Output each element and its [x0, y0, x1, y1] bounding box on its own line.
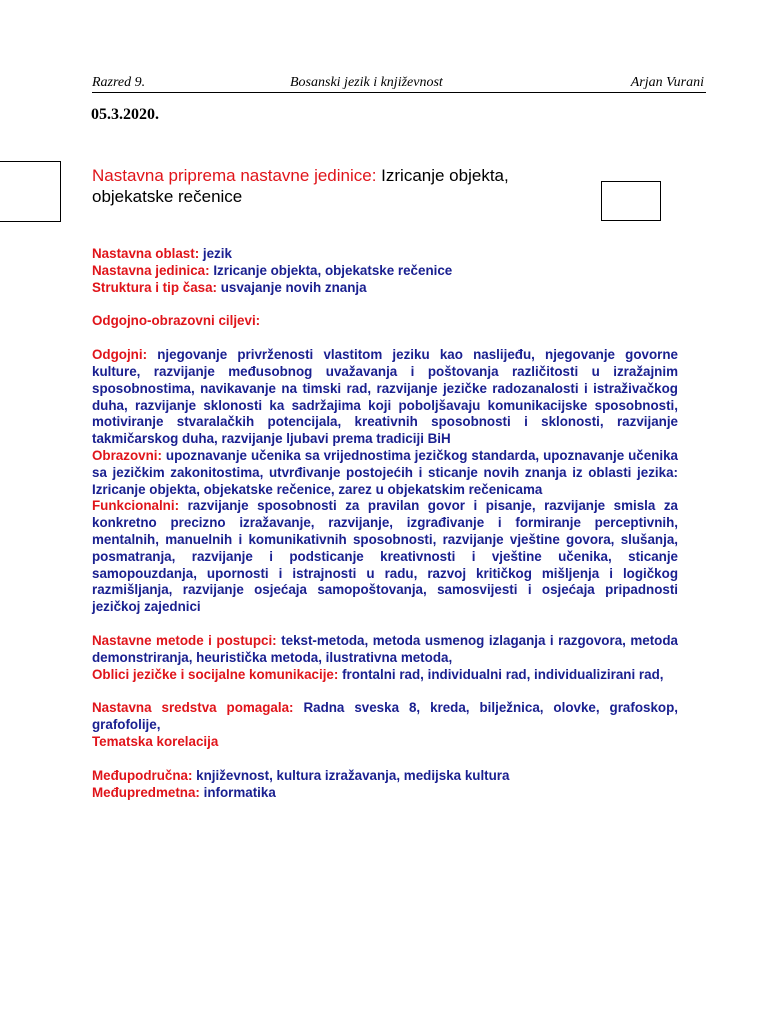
header-subject: Bosanski jezik i književnost	[290, 75, 443, 90]
resources-text: Radna sveska 8, kreda, bilježnica, olovke, grafoskop, grafofolije,	[92, 700, 678, 733]
page-header	[92, 74, 706, 93]
goal-functional	[92, 498, 678, 616]
empty-box-right	[601, 181, 661, 221]
field-area	[92, 246, 678, 263]
field-value: usvajanje novih znanja	[217, 279, 367, 295]
correlation-label: Međupodručna:	[92, 767, 193, 783]
field-label: Struktura i tip časa:	[92, 279, 218, 295]
field-value: jezik	[199, 246, 232, 261]
correlation-cross-subject	[92, 785, 678, 802]
page-title	[92, 165, 562, 207]
goal-label: Funkcionalni:	[92, 498, 180, 514]
forms-label: Oblici jezičke i socijalne komunikacije:	[92, 666, 339, 682]
field-label: Nastavna jedinica:	[92, 262, 210, 278]
goals-heading: Odgojno-obrazovni ciljevi:	[92, 313, 261, 329]
document-date: 05.3.2020.	[91, 106, 159, 123]
correlation-label: Međupredmetna:	[92, 784, 200, 800]
correlation-text: informatika	[199, 784, 276, 800]
goal-learning	[92, 448, 678, 498]
correlation-text: književnost, kultura izražavanja, medijska kultura	[192, 767, 510, 783]
header-class: Razred 9.	[92, 75, 146, 90]
methods-label: Nastavne metode i postupci:	[92, 632, 277, 648]
goal-label: Odgojni:	[92, 347, 148, 363]
goal-educational	[92, 347, 678, 448]
communication-forms	[92, 667, 678, 684]
forms-text: frontalni rad, individualni rad, individualizirani rad,	[338, 666, 664, 682]
header-author: Arjan Vurani	[630, 75, 704, 90]
teaching-resources	[92, 700, 678, 734]
methods-text: tekst-metoda, metoda usmenog izlaganja i razgovora, metoda demonstriranja, heuristička metoda, ilustrativna metoda,	[92, 632, 678, 665]
lesson-content	[92, 246, 678, 801]
correlation-heading: Tematska korelacija	[92, 733, 219, 749]
teaching-methods	[92, 633, 678, 667]
goal-text: razvijanje sposobnosti za pravilan govor i pisanje, razvijanje smisla za konkretno precizno izražavanje, razvijanje, izgrađivanje i formiranje perceptivnih, mentalnih, manuelnih i komunikativnih sposobnosti, razvijanje vještine govora, slušanja, posmatranja, razvijanje i podsticanje kreativnosti i vještine učenika, sticanje samopouzdanja, upornosti i istrajnosti u radu, razvoj kritičkog mišljenja i logičkog razmišljanja, razvijanje osjećaja samopoštovanja, samosvijesti i osjećaja pripadnosti jezičkoj zajednici	[92, 498, 678, 615]
goal-text: njegovanje privrženosti vlastitom jeziku kao naslijeđu, njegovanje govorne kulture, razvijanje međusobnog uvažavanja i poštovanja različitosti u izražajnim sposobnostima, navikavanje na timski rad, razvijanje jezičke radozanalosti i istraživačkog duha, razvijanje sklonosti ka sadržajima koji poboljšavaju komunikacijske sposobnosti, motiviranje stvaralačkih potencijala, kreativnih sposobnosti i sklonosti, razvijanje takmičarskog duha, razvijanje ljubavi prema tradiciji BiH	[92, 347, 678, 447]
goal-text: upoznavanje učenika sa vrijednostima jezičkog standarda, upoznavanje učenika sa jezičkim zakonitostima, utvrđivanje postojećih i sticanje novih znanja iz oblasti jezika: Izricanje objekta, objekatske rečenice, zarez u objekatskim rečenicama	[92, 447, 678, 497]
title-value: Izricanje objekta, objekatske rečenice	[92, 166, 509, 206]
title-label: Nastavna pripremа nastavne jedinice:	[92, 166, 377, 185]
field-value: Izricanje objekta, objekatske rečenice	[209, 262, 453, 278]
field-label: Nastavna oblast:	[92, 246, 200, 261]
resources-label: Nastavna sredstva pomagala:	[92, 700, 294, 716]
field-unit	[92, 263, 678, 280]
field-structure	[92, 280, 678, 297]
correlation-cross-area	[92, 768, 678, 785]
goal-label: Obrazovni:	[92, 447, 162, 463]
empty-box-left	[0, 161, 61, 222]
